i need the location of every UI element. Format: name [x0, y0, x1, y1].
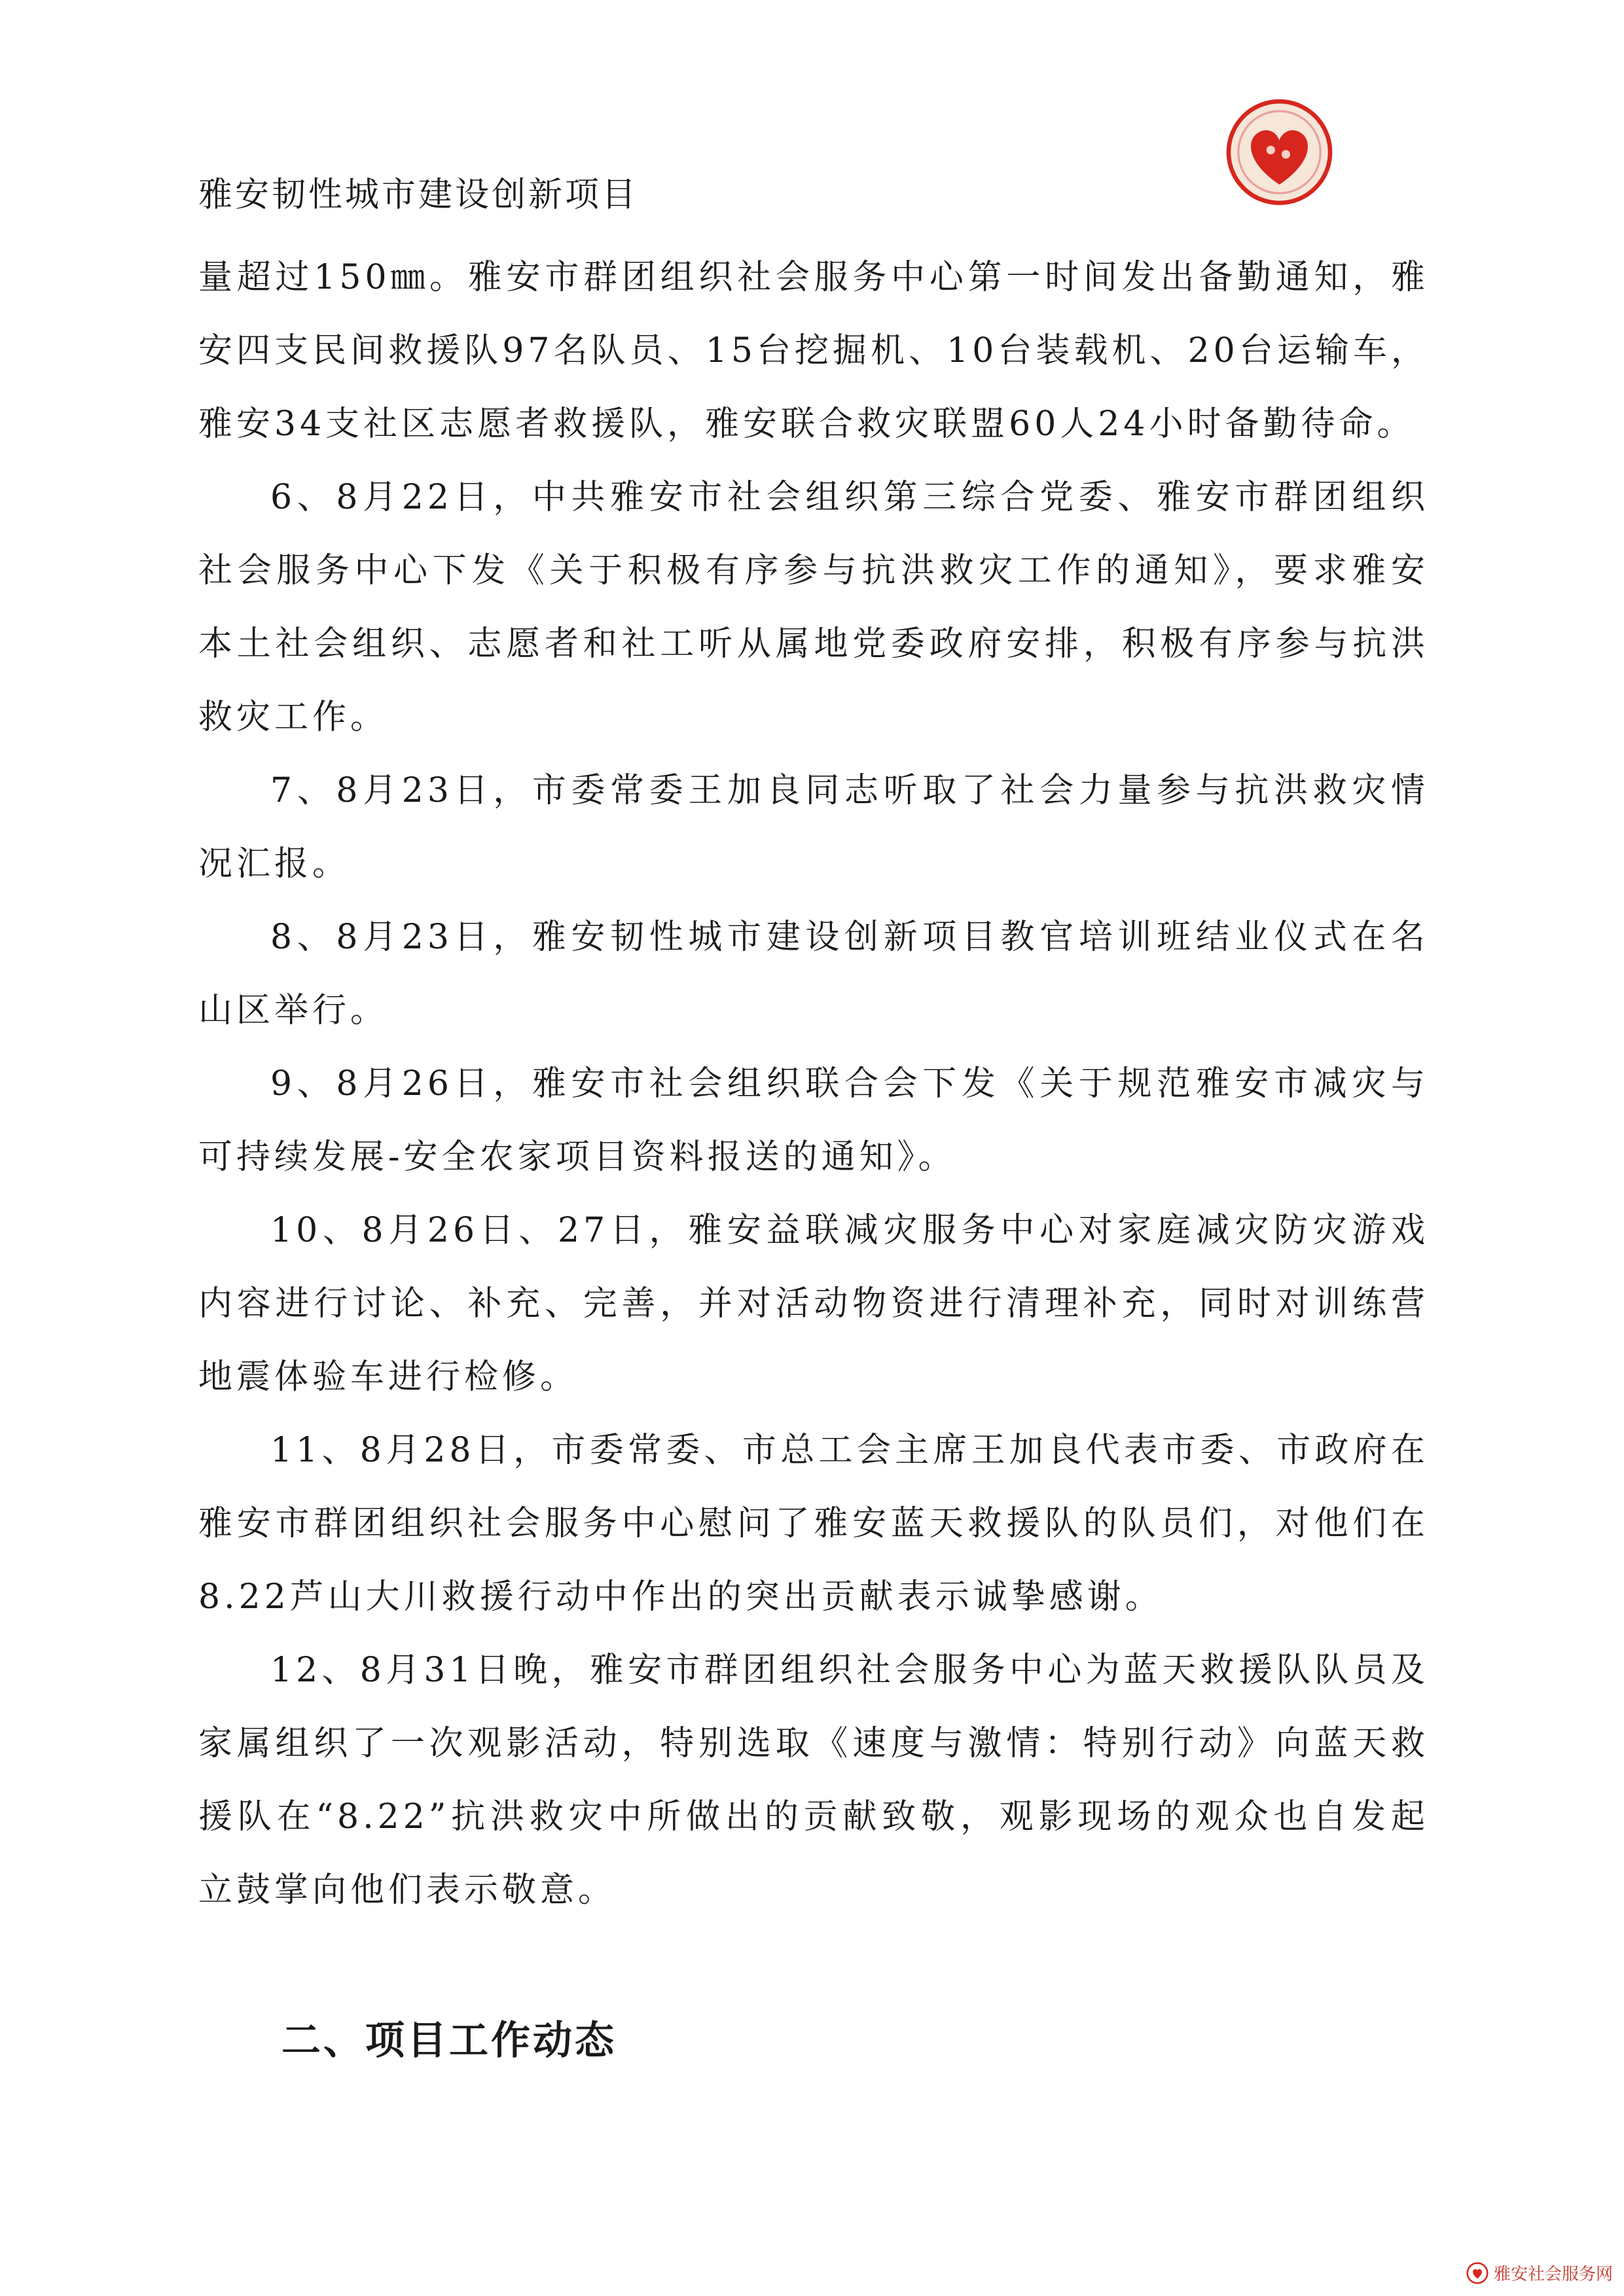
paragraph-item-6: 6、8月22日，中共雅安市社会组织第三综合党委、雅安市群团组织社会服务中心下发《关于积极有序参与抗洪救灾工作的通知》，要求雅安本土社会组织、志愿者和社工听从属地党委政府安排，积极有序参与抗洪救灾工作。 — [198, 478, 1429, 737]
paragraph-item-7: 7、8月23日，市委常委王加良同志听取了社会力量参与抗洪救灾情况汇报。 — [198, 771, 1429, 884]
paragraph-continuation: 量超过150㎜。雅安市群团组织社会服务中心第一时间发出备勤通知，雅安四支民间救援队97名队员、15台挖掘机、10台装载机、20台运输车，雅安34支社区志愿者救援队，雅安联合救灾联盟60人24小时备勤待命。 — [198, 258, 1429, 444]
paragraph-item-12: 12、8月31日晚，雅安市群团组织社会服务中心为蓝天救援队队员及家属组织了一次观影活动，特别选取《速度与激情：特别行动》向蓝天救援队在“8.22”抗洪救灾中所做出的贡献致敬，观影现场的观众也自发起立鼓掌向他们表示敬意。 — [198, 1651, 1429, 1910]
watermark-text: 雅安社会服务网 — [1494, 2265, 1614, 2284]
watermark-logo-icon — [1466, 2262, 1489, 2284]
paragraph-item-9: 9、8月26日，雅安市社会组织联合会下发《关于规范雅安市减灾与可持续发展-安全农家项目资料报送的通知》。 — [198, 1064, 1429, 1177]
paragraph-item-8: 8、8月23日，雅安韧性城市建设创新项目教官培训班结业仪式在名山区举行。 — [198, 918, 1429, 1030]
footer-watermark — [1466, 2261, 1613, 2285]
heart-emblem-icon — [1225, 98, 1333, 206]
paragraph-item-11: 11、8月28日，市委常委、市总工会主席王加良代表市委、市政府在雅安市群团组织社会服务中心慰问了雅安蓝天救援队的队员们，对他们在8.22芦山大川救援行动中作出的突出贡献表示诚挚感谢。 — [198, 1431, 1429, 1617]
paragraph-item-10: 10、8月26日、27日，雅安益联减灾服务中心对家庭减灾防灾游戏内容进行讨论、补充、完善，并对活动物资进行清理补充，同时对训练营地震体验车进行检修。 — [198, 1211, 1429, 1397]
section-heading: 二、项目工作动态 — [281, 2018, 617, 2064]
document-body — [198, 241, 1429, 1927]
header-title: 雅安韧性城市建设创新项目 — [198, 175, 639, 215]
